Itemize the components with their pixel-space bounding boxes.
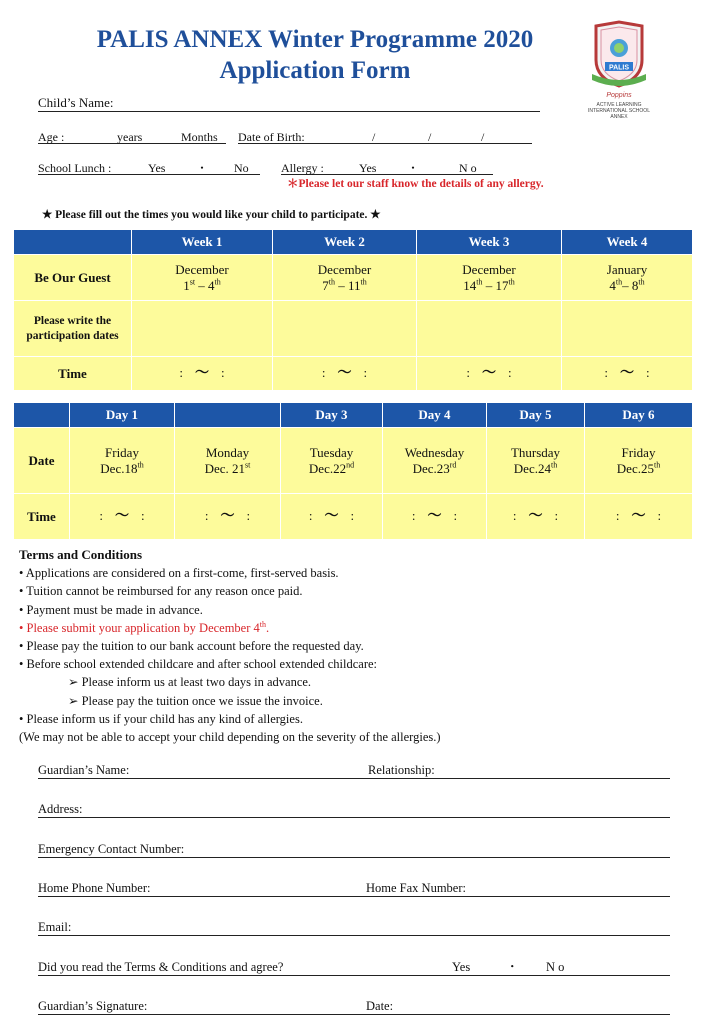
age-label: Age : [38,130,65,144]
terms-subitem: ➢ Please inform us at least two days in advance. [68,675,312,690]
week-month: January [606,261,648,277]
instruction-text: ★ Please fill out the times you would like your child to participate. ★ [42,209,381,221]
day-date-cell: Friday Dec.25th [585,428,693,494]
lunch-separator: ・ [196,161,209,175]
time-label: Time [14,357,132,391]
week-dates-cell [562,255,693,301]
day-header: Day 5 [487,403,585,428]
allergy-yes-option[interactable]: Yes [359,161,377,175]
day-header: Day 4 [383,403,487,428]
guardian-name-field[interactable] [38,763,670,779]
age-field[interactable] [38,130,226,144]
be-our-guest-label: Be Our Guest [14,255,132,301]
terms-item: • Before school extended childcare and after school extended childcare: [19,657,378,672]
day-header: Day 6 [585,403,693,428]
day-time-input[interactable]: : 〜 : [281,494,383,540]
dob-slash: / [481,130,485,144]
dob-label: Date of Birth: [238,130,305,144]
form-subtitle: Application Form [219,57,411,84]
terms-item: • Please pay the tuition to our bank account before the requested day. [19,639,364,654]
day-time-input[interactable]: : 〜 : [383,494,487,540]
logo-caption: Poppins [606,92,632,99]
email-label: Email: [38,920,72,934]
day-time-input[interactable]: : 〜 : [70,494,175,540]
home-phone-label: Home Phone Number: [38,881,151,895]
week-month: December [175,261,229,277]
week-header: Week 4 [562,230,693,255]
school-lunch-label: School Lunch : [38,161,112,175]
dob-slash: / [372,130,376,144]
agree-yes-option[interactable]: Yes [452,960,471,974]
time-input[interactable]: : 〜 : [562,357,693,391]
home-phone-field[interactable] [38,881,670,897]
terms-subitem: ➢ Please pay the tuition once we issue the invoice. [68,693,323,708]
agree-separator: ・ [506,960,519,974]
day-date-cell: Tuesday Dec.22nd [281,428,383,494]
years-label: years [117,130,143,144]
participation-dates-input[interactable] [417,301,562,357]
time-input[interactable]: : 〜 : [273,357,417,391]
week-month: December [317,261,372,277]
emergency-contact-label: Emergency Contact Number: [38,842,185,856]
emergency-contact-field[interactable] [38,842,670,858]
allergy-label: Allergy : [281,161,324,175]
form-title: PALIS ANNEX Winter Programme 2020 [96,26,534,53]
participation-dates-input[interactable] [132,301,273,357]
day-date-cell: Thursday Dec.24th [487,428,585,494]
terms-item: • Payment must be made in advance. [19,602,203,617]
participation-dates-input[interactable] [273,301,417,357]
crest-badge-text: PALIS [608,64,630,72]
week-header: Week 2 [273,230,417,255]
date-label: Date [14,428,70,494]
days-corner [14,403,70,428]
weeks-corner [14,230,132,255]
week-range: 4th– 8th [609,277,645,293]
day-date-cell: Friday Dec.18th [70,428,175,494]
allergy-no-option[interactable]: N o [459,161,477,175]
week-dates-cell [132,255,273,301]
logo-caption: ANNEX [610,114,628,120]
week-range: 7th – 11th [322,277,367,293]
terms-deadline-item: • Please submit your application by December 4th. [19,619,270,635]
week-header: Week 1 [132,230,273,255]
participation-dates-input[interactable] [562,301,693,357]
child-name-field[interactable] [38,96,540,112]
school-lunch-field[interactable] [38,161,260,175]
day-date-cell: Wednesday Dec.23rd [383,428,487,494]
allergy-field[interactable] [281,161,493,175]
day-time-input[interactable]: : 〜 : [487,494,585,540]
week-dates-cell [273,255,417,301]
lunch-yes-option[interactable]: Yes [148,161,166,175]
terms-item: • Please inform us if your child has any kind of allergies. [19,711,303,726]
terms-item: • Tuition cannot be reimbursed for any reason once paid. [19,584,303,599]
email-field[interactable] [38,920,670,936]
weeks-table [13,229,693,391]
time-input[interactable]: : 〜 : [132,357,273,391]
signature-field[interactable] [38,999,670,1015]
terms-item: • Applications are considered on a first-come, first-served basis. [19,566,339,581]
terms-note: (We may not be able to accept your child depending on the severity of the allergies.) [19,730,441,745]
day-date-cell: Monday Dec. 21st [175,428,281,494]
week-dates-cell [417,255,562,301]
terms-section [19,546,679,746]
signature-label: Guardian’s Signature: [38,999,148,1013]
day-time-label: Time [14,494,70,540]
agree-field[interactable] [38,960,670,976]
logo-caption: INTERNATIONAL SCHOOL [588,108,650,114]
day-header: Day 1 [70,403,175,428]
day-time-input[interactable]: : 〜 : [585,494,693,540]
week-month: December [462,261,516,277]
dob-field[interactable] [238,130,532,144]
logo-caption: ACTIVE LEARNING [596,102,642,108]
school-logo [588,20,650,120]
day-time-input[interactable]: : 〜 : [175,494,281,540]
terms-heading: Terms and Conditions [19,547,143,562]
lunch-no-option[interactable]: No [234,161,249,175]
agree-label: Did you read the Terms & Conditions and agree? [38,960,284,974]
months-label: Months [181,130,218,144]
guardian-name-label: Guardian’s Name: [38,763,130,777]
allergy-note: ＊Please let our staff know the details of any allergy. [287,178,544,190]
address-label: Address: [38,802,83,816]
participation-dates-label: Please write the participation dates [14,301,132,357]
week-header: Week 3 [417,230,562,255]
child-name-label: Child’s Name: [38,95,114,110]
time-input[interactable]: : 〜 : [417,357,562,391]
relationship-label: Relationship: [368,763,435,777]
agree-no-option[interactable]: N o [546,960,565,974]
dob-slash: / [428,130,432,144]
week-range: 14th – 17th [463,277,515,293]
day-header [175,403,281,428]
home-fax-label: Home Fax Number: [366,881,466,895]
week-range: 1st – 4th [183,277,221,293]
date-field-label: Date: [366,999,394,1013]
address-field[interactable] [38,802,670,818]
crest-icon [588,20,650,92]
day-header: Day 3 [281,403,383,428]
days-table [13,402,693,540]
allergy-separator: ・ [407,161,420,175]
